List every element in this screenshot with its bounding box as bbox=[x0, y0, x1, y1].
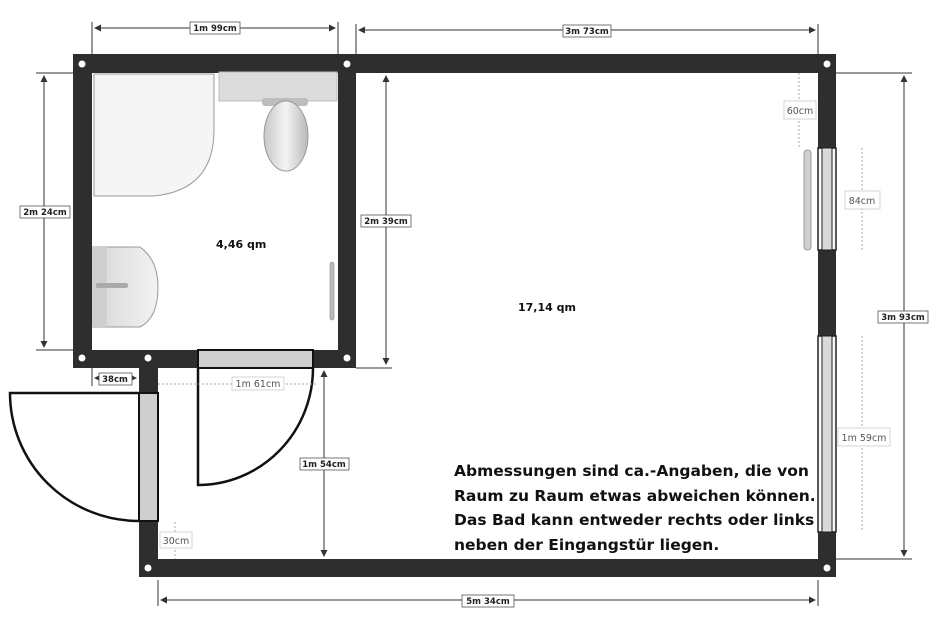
wall-right-top bbox=[818, 54, 836, 148]
wall-right-mid bbox=[818, 250, 836, 336]
dim-window-top-offset: 60cm bbox=[786, 106, 814, 117]
dim-room-width-top: 3m 73cm bbox=[565, 27, 609, 37]
sink-icon bbox=[93, 247, 158, 327]
dim-total-width: 5m 34cm bbox=[466, 597, 510, 607]
dim-bath-width: 1m 99cm bbox=[193, 24, 237, 34]
area-room: 17,14 qm bbox=[518, 301, 576, 314]
wall-bath-bottom-left bbox=[73, 350, 198, 368]
note-line: neben der Eingangstür liegen. bbox=[454, 535, 720, 554]
wall-bath-right bbox=[338, 54, 356, 368]
dim-corner-gap: 30cm bbox=[162, 536, 190, 547]
dim-window-large: 1m 59cm bbox=[841, 433, 887, 444]
dim-wall-gap: 38cm bbox=[102, 375, 128, 385]
area-bath: 4,46 qm bbox=[216, 238, 267, 251]
dim-bath-height-left: 2m 24cm bbox=[23, 208, 67, 218]
dim-entry-width: 1m 61cm bbox=[235, 379, 281, 390]
towel-rail-icon bbox=[330, 262, 334, 320]
entrance-door bbox=[10, 393, 158, 521]
dimensions-note bbox=[454, 459, 834, 557]
note-line: Das Bad kann entweder rechts oder links bbox=[454, 511, 815, 529]
note-line: Raum zu Raum etwas abweichen können. bbox=[454, 486, 816, 505]
window-small bbox=[818, 148, 836, 250]
toilet-icon bbox=[219, 72, 337, 171]
wall-bath-left bbox=[73, 54, 92, 368]
note-line: Abmessungen sind ca.-Angaben, die von bbox=[454, 462, 809, 480]
bathroom-door bbox=[198, 350, 313, 485]
dim-total-height: 3m 93cm bbox=[881, 313, 925, 323]
dim-bath-height-inner: 2m 39cm bbox=[364, 217, 408, 227]
wall-top bbox=[73, 54, 836, 73]
wall-bottom bbox=[139, 559, 836, 577]
wall-main-left-upper bbox=[139, 368, 158, 393]
dim-window-small: 84cm bbox=[848, 196, 876, 207]
dim-door-offset: 1m 54cm bbox=[302, 460, 346, 470]
shower-tray bbox=[94, 74, 214, 196]
radiator-icon bbox=[804, 150, 811, 250]
